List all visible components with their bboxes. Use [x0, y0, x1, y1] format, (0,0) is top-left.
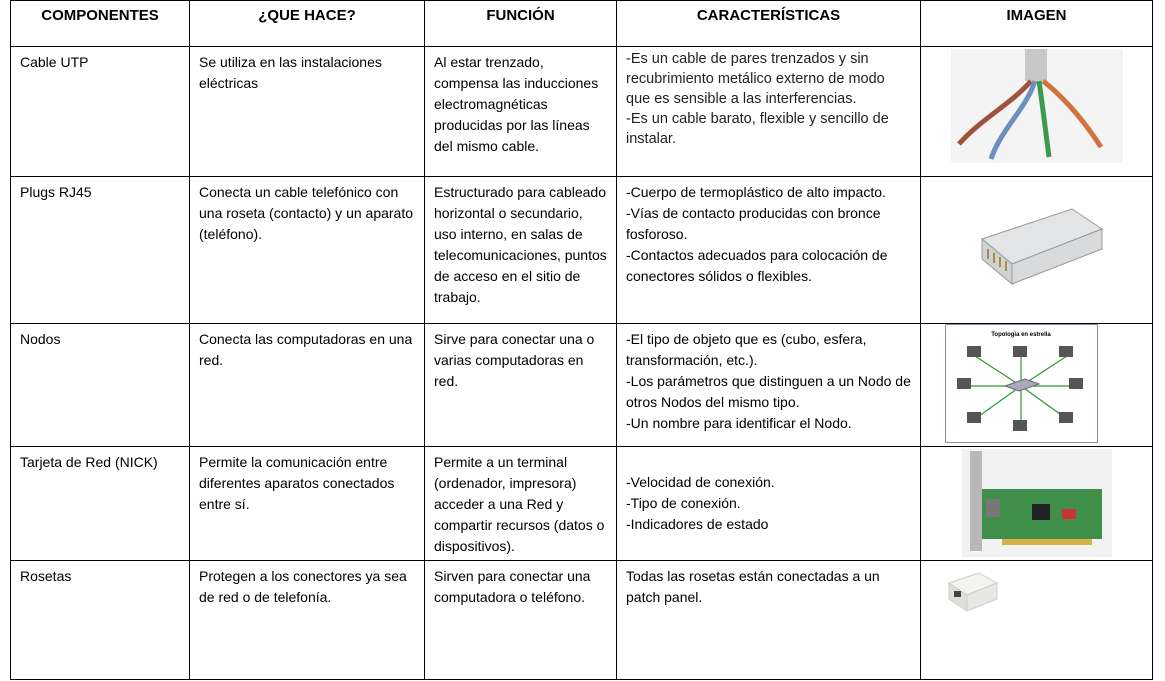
header-componentes: COMPONENTES [11, 1, 190, 47]
header-row [11, 1, 1153, 47]
componente-cell: Tarjeta de Red (NICK) [11, 447, 190, 561]
que-hace-cell: Protegen a los conectores ya sea de red o de telefonía. [190, 561, 425, 680]
caracteristicas-cell [617, 324, 921, 447]
imagen-cell [921, 177, 1153, 324]
caracteristica: -Velocidad de conexión. [626, 474, 775, 490]
caracteristicas-cell [617, 561, 921, 680]
imagen-cell [921, 324, 1153, 447]
caracteristica: -Cuerpo de termoplástico de alto impacto. [626, 184, 886, 200]
caracteristica: Todas las rosetas están conectadas a un patch panel. [626, 568, 880, 605]
caracteristicas-cell [617, 177, 921, 324]
funcion-cell: Sirven para conectar una computadora o teléfono. [425, 561, 617, 680]
caracteristicas-cell [617, 47, 921, 177]
funcion-cell: Sirve para conectar una o varias computadoras en red. [425, 324, 617, 447]
caracteristica: -El tipo de objeto que es (cubo, esfera, transformación, etc.). [626, 331, 867, 368]
que-hace-cell: Permite la comunicación entre diferentes aparatos conectados entre sí. [190, 447, 425, 561]
caracteristica: -Contactos adecuados para colocación de conectores sólidos o flexibles. [626, 247, 888, 284]
caracteristica: -Vías de contacto producidas con bronce fosforoso. [626, 205, 881, 242]
table-row [11, 447, 1153, 561]
caracteristica: -Los parámetros que distinguen a un Nodo de otros Nodos del mismo tipo. [626, 373, 911, 410]
utp-cable-image [951, 49, 1123, 163]
table-row [11, 47, 1153, 177]
header-caracteristicas: CARACTERÍSTICAS [617, 1, 921, 47]
funcion-cell: Permite a un terminal (ordenador, impresora) acceder a una Red y compartir recursos (datos o dispositivos). [425, 447, 617, 561]
funcion-cell: Al estar trenzado, compensa las inducciones electromagnéticas producidas por las líneas del mismo cable. [425, 47, 617, 177]
caracteristica: -Es un cable de pares trenzados y sin recubrimiento metálico externo de modo que es sensible a las interferencias. [626, 51, 885, 107]
imagen-cell [921, 561, 1153, 680]
imagen-cell [921, 47, 1153, 177]
imagen-cell [921, 447, 1153, 561]
topology-title: Topologia en estrella [991, 332, 1051, 338]
funcion-cell: Estructurado para cableado horizontal o secundario, uso interno, en salas de telecomunicaciones, puntos de acceso en el sitio de trabajo. [425, 177, 617, 324]
table-row [11, 324, 1153, 447]
header-funcion: FUNCIÓN [425, 1, 617, 47]
star-topology-image [945, 324, 1098, 443]
network-card-image [962, 449, 1112, 557]
caracteristica: -Tipo de conexión. [626, 495, 741, 511]
table-row [11, 561, 1153, 680]
caracteristica: -Un nombre para identificar el Nodo. [626, 415, 852, 431]
header-imagen: IMAGEN [921, 1, 1153, 47]
que-hace-cell: Se utiliza en las instalaciones eléctricas [190, 47, 425, 177]
que-hace-cell: Conecta las computadoras en una red. [190, 324, 425, 447]
wall-jack-image [945, 569, 1001, 613]
caracteristica: -Indicadores de estado [626, 516, 769, 532]
components-table [10, 0, 1153, 680]
componente-cell: Cable UTP [11, 47, 190, 177]
componente-cell: Plugs RJ45 [11, 177, 190, 324]
table-row [11, 177, 1153, 324]
header-que-hace: ¿QUE HACE? [190, 1, 425, 47]
rj45-plug-image [962, 199, 1112, 289]
caracteristica: -Es un cable barato, flexible y sencillo de instalar. [626, 111, 889, 147]
caracteristicas-cell [617, 447, 921, 561]
que-hace-cell: Conecta un cable telefónico con una roseta (contacto) y un aparato (teléfono). [190, 177, 425, 324]
componente-cell: Nodos [11, 324, 190, 447]
componente-cell: Rosetas [11, 561, 190, 680]
